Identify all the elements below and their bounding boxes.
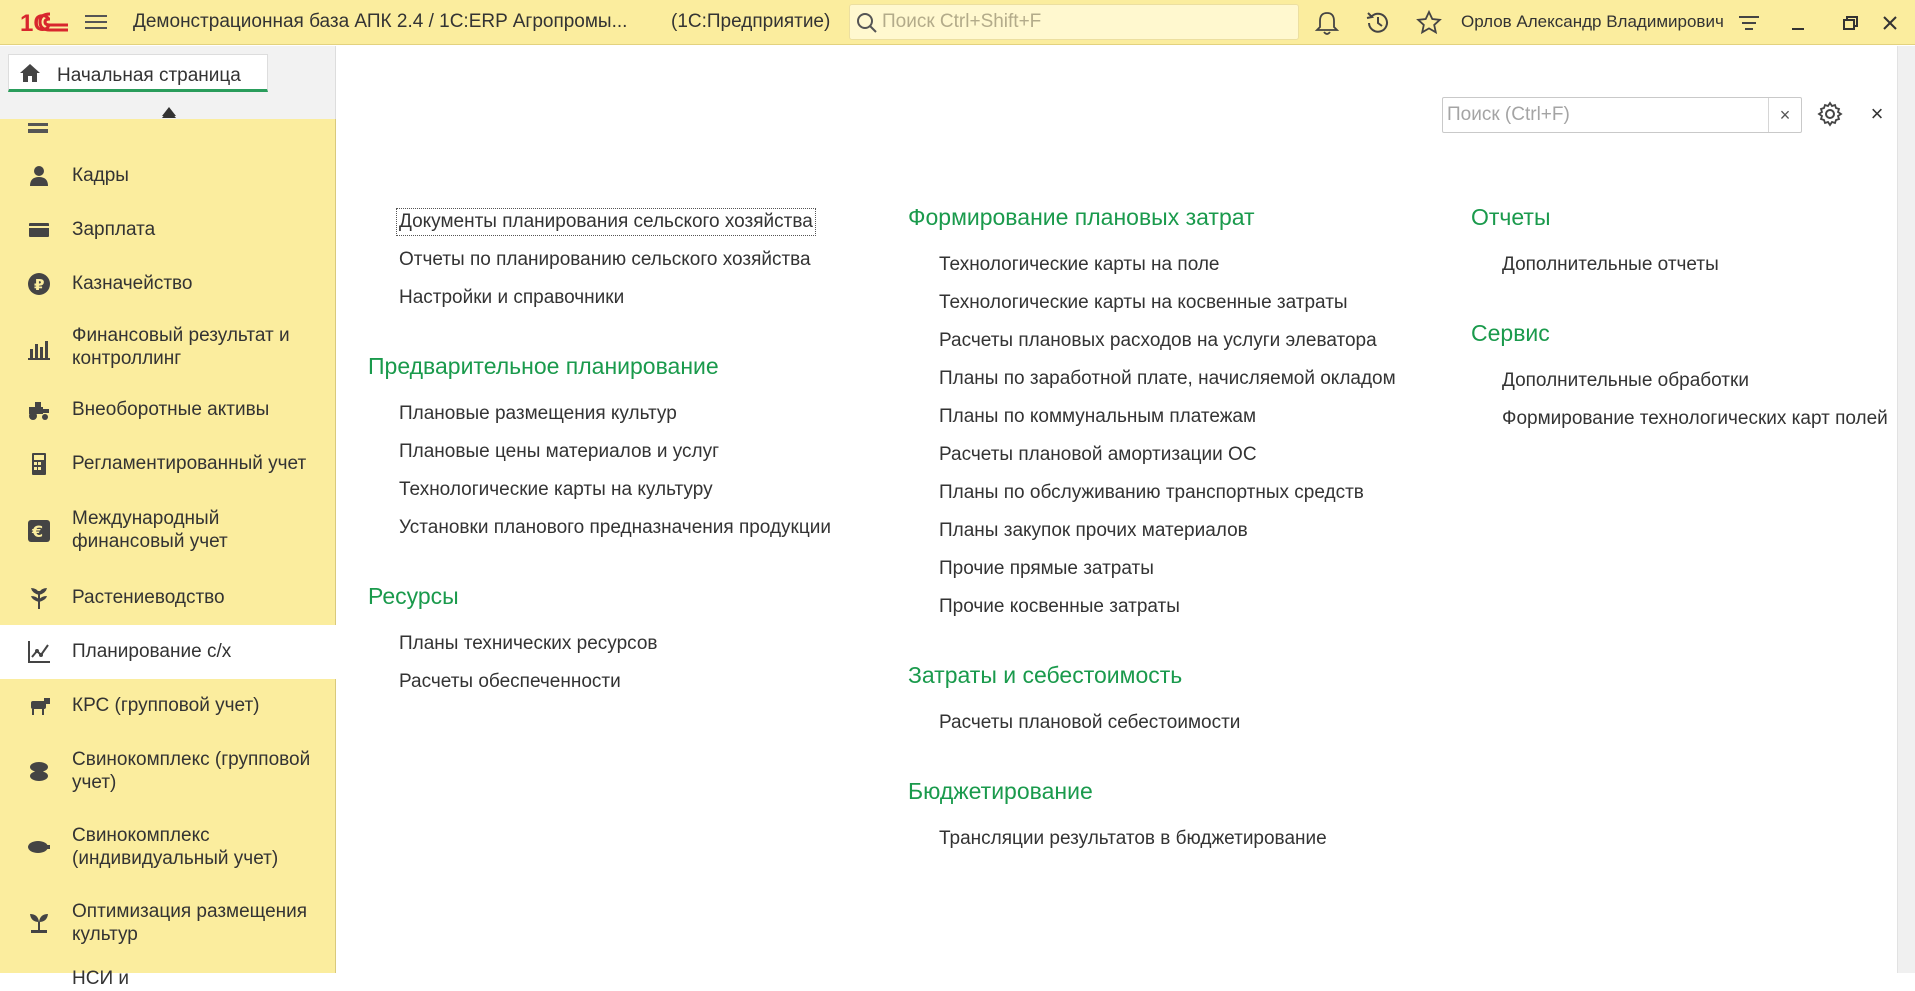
sidebar-item-pig-individual[interactable] xyxy=(0,809,336,885)
sidebar-item-master-data[interactable] xyxy=(0,961,336,991)
link-additional-reports[interactable]: Дополнительные отчеты xyxy=(1502,254,1719,275)
sidebar-item-label: Регламентированный учет xyxy=(72,453,307,474)
link-planned-prices[interactable]: Плановые цены материалов и услуг xyxy=(399,441,720,462)
sidebar-scroll-up[interactable] xyxy=(162,107,178,119)
home-tab[interactable] xyxy=(8,54,268,92)
search-icon xyxy=(856,12,878,34)
link-tech-cards-indirect[interactable]: Технологические карты на косвенные затраты xyxy=(939,292,1348,313)
top-bar xyxy=(0,0,1915,45)
sidebar-item-label: Казначейство xyxy=(72,273,193,294)
restore-icon[interactable] xyxy=(1836,9,1864,37)
sidebar-item-label: Свинокомплекс (индивидуальный учет) xyxy=(72,825,279,869)
link-tech-cards-field[interactable]: Технологические карты на поле xyxy=(939,254,1220,275)
link-planned-cost-calc[interactable]: Расчеты плановой себестоимости xyxy=(939,712,1241,733)
section-search[interactable] xyxy=(1442,97,1802,133)
link-planning-documents[interactable]: Документы планирования сельского хозяйства xyxy=(399,211,813,232)
sidebar-item-salary[interactable] xyxy=(0,203,336,257)
sidebar-item-pig-group[interactable] xyxy=(0,733,336,809)
link-settings-directories[interactable]: Настройки и справочники xyxy=(399,287,625,308)
link-other-direct-costs[interactable]: Прочие прямые затраты xyxy=(939,558,1154,579)
sidebar-item-crop-production[interactable] xyxy=(0,571,336,625)
link-generate-field-tech-cards[interactable]: Формирование технологических карт полей xyxy=(1502,408,1888,429)
link-budget-translation[interactable]: Трансляции результатов в бюджетирование xyxy=(939,828,1327,849)
link-vehicle-service-plans[interactable]: Планы по обслуживанию транспортных средств xyxy=(939,482,1364,503)
user-name[interactable]: Орлов Александр Владимирович xyxy=(1461,12,1724,31)
pig-icon xyxy=(26,834,52,860)
wallet-icon xyxy=(26,217,52,243)
group-title-costs: Затраты и себестоимость xyxy=(908,662,1183,688)
sidebar-item-treasury[interactable] xyxy=(0,257,336,311)
sprout-icon xyxy=(26,910,52,936)
sidebar-item-label: НСИ и xyxy=(72,968,129,989)
link-elevator-services[interactable]: Расчеты плановых расходов на услуги элеватора xyxy=(939,330,1377,351)
pigs-icon xyxy=(26,758,52,784)
app-mode: (1С:Предприятие) xyxy=(671,11,831,32)
svg-text:₽: ₽ xyxy=(34,276,45,294)
planning-chart-icon xyxy=(26,639,52,665)
home-tab-label: Начальная страница xyxy=(57,65,241,86)
app-title: Демонстрационная база АПК 2.4 / 1С:ERP Агропромы... xyxy=(133,11,628,32)
1c-logo-icon[interactable] xyxy=(20,8,70,36)
sidebar-item-crop-optimization[interactable] xyxy=(0,885,336,961)
history-icon[interactable] xyxy=(1364,9,1392,37)
star-icon[interactable] xyxy=(1415,9,1443,37)
sidebar-item-label: Зарплата xyxy=(72,219,156,240)
group-title-budgeting: Бюджетирование xyxy=(908,778,1093,804)
link-planning-reports[interactable]: Отчеты по планированию сельского хозяйства xyxy=(399,249,811,270)
gear-icon[interactable] xyxy=(1816,100,1844,128)
clear-search-button[interactable]: × xyxy=(1768,98,1801,132)
link-additional-processing[interactable]: Дополнительные обработки xyxy=(1502,370,1749,391)
settings-lines-icon[interactable] xyxy=(1735,9,1763,37)
group-title-service: Сервис xyxy=(1471,320,1550,346)
group-title-planned-costs: Формирование плановых затрат xyxy=(908,204,1255,230)
link-salary-plans[interactable]: Планы по заработной плате, начисляемой окладом xyxy=(939,368,1396,389)
person-icon xyxy=(26,163,52,189)
link-tech-cards-crop[interactable]: Технологические карты на культуру xyxy=(399,479,713,500)
sidebar-item-hr[interactable] xyxy=(0,149,336,203)
link-material-purchase-plans[interactable]: Планы закупок прочих материалов xyxy=(939,520,1248,541)
clipped-item-icon xyxy=(28,129,48,133)
link-other-indirect-costs[interactable]: Прочие косвенные затраты xyxy=(939,596,1180,617)
group-title-resources: Ресурсы xyxy=(368,583,459,609)
bell-icon[interactable] xyxy=(1313,9,1341,37)
link-utility-plans[interactable]: Планы по коммунальным платежам xyxy=(939,406,1257,427)
main-menu-icon[interactable] xyxy=(84,11,108,33)
sidebar xyxy=(0,129,336,989)
sidebar-item-international-accounting[interactable] xyxy=(0,491,336,571)
group-title-reports: Отчеты xyxy=(1471,204,1551,230)
sidebar-item-label: Финансовый результат и контроллинг xyxy=(72,325,290,369)
plant-icon xyxy=(26,585,52,611)
sidebar-item-label: Кадры xyxy=(72,165,129,186)
sidebar-item-label: КРС (групповой учет) xyxy=(72,695,260,716)
sidebar-item-cattle[interactable] xyxy=(0,679,336,733)
sidebar-item-financial-result[interactable] xyxy=(0,311,336,383)
link-technical-resource-plans[interactable]: Планы технических ресурсов xyxy=(399,633,658,654)
sidebar-item-fixed-assets[interactable] xyxy=(0,383,336,437)
link-product-purpose-settings[interactable]: Установки планового предназначения продукции xyxy=(399,517,831,538)
section-search-input[interactable] xyxy=(1447,103,1763,127)
link-depreciation[interactable]: Расчеты плановой амортизации ОС xyxy=(939,444,1257,465)
calculator-icon xyxy=(26,451,52,477)
bar-chart-icon xyxy=(26,335,52,361)
sidebar-item-label: Растениеводство xyxy=(72,587,225,608)
link-availability-calculations[interactable]: Расчеты обеспеченности xyxy=(399,671,621,692)
sidebar-item-agri-planning[interactable] xyxy=(0,625,336,679)
euro-icon xyxy=(26,518,52,544)
global-search[interactable] xyxy=(849,4,1299,40)
svg-text:€: € xyxy=(32,522,44,541)
sidebar-clipped-item xyxy=(0,119,336,129)
cow-icon xyxy=(26,693,52,719)
sidebar-item-label: Внеоборотные активы xyxy=(72,399,270,420)
sidebar-item-regulated-accounting[interactable] xyxy=(0,437,336,491)
ruble-icon xyxy=(26,271,52,297)
link-planned-crop-placement[interactable]: Плановые размещения культур xyxy=(399,403,677,424)
close-icon[interactable] xyxy=(1876,9,1904,37)
sidebar-item-label: Международный финансовый учет xyxy=(72,508,228,552)
sidebar-item-label: Планирование с/х xyxy=(72,641,232,662)
sidebar-item-label: Свинокомплекс (групповой учет) xyxy=(72,749,311,793)
close-section-button[interactable]: × xyxy=(1870,101,1884,126)
vertical-scrollbar[interactable] xyxy=(1897,46,1915,973)
tractor-icon xyxy=(26,397,52,423)
global-search-input[interactable] xyxy=(882,9,1282,35)
logo-text: 1С xyxy=(20,10,51,37)
group-title-preliminary-planning: Предварительное планирование xyxy=(368,353,719,379)
sidebar-item-label: Оптимизация размещения культур xyxy=(72,901,308,945)
home-icon xyxy=(19,63,41,83)
minimize-icon[interactable] xyxy=(1784,9,1812,37)
